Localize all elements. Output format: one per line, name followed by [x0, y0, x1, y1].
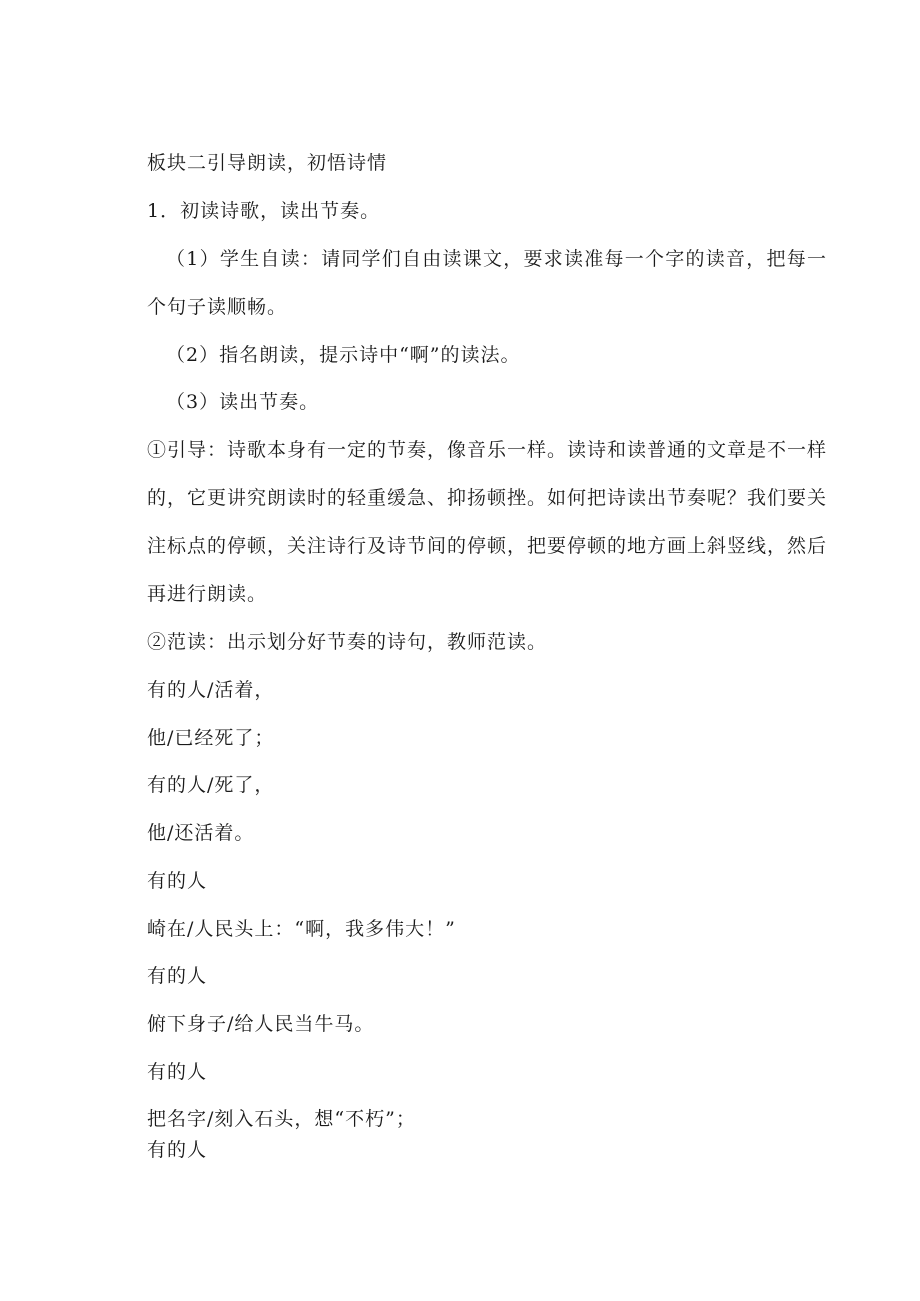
item-1-paragraph — [147, 235, 827, 331]
poem-line: 把名字/刻入石头，想“不朽”； — [147, 1108, 416, 1130]
poem-line: 有的人 — [147, 1061, 208, 1083]
poem-line: 有的人/活着， — [147, 679, 275, 701]
step-1-title: 1．初读诗歌，读出节奏。 — [147, 200, 381, 222]
item-1-text: （1）学生自读：请同学们自由读课文，要求读准每一个字的读音，把每一个句子读顺畅。 — [147, 248, 827, 318]
section-heading: 板块二引导朗读，初悟诗情 — [147, 152, 388, 174]
item-2-paragraph: （2）指名朗读，提示诗中“啊”的读法。 — [166, 344, 521, 366]
poem-line: 有的人 — [147, 870, 208, 892]
poem-line: 他/已经死了； — [147, 727, 275, 749]
poem-line: 他/还活着。 — [147, 822, 255, 844]
poem-line: 有的人 — [147, 965, 208, 987]
guide-paragraph — [147, 426, 827, 618]
poem-line: 俯下身子/给人民当牛马。 — [147, 1013, 375, 1035]
demo-paragraph: ②范读：出示划分好节奏的诗句，教师范读。 — [147, 631, 548, 653]
guide-text: ①引导：诗歌本身有一定的节奏，像音乐一样。读诗和读普通的文章是不一样的，它更讲究朗读时的轻重缓急、抑扬顿挫。如何把诗读出节奏呢？我们要关注标点的停顿，关注诗行及诗节间的停顿，把要停顿的地方画上斜竖线，然后再进行朗读。 — [147, 439, 828, 605]
item-3-paragraph: （3）读出节奏。 — [166, 391, 320, 413]
poem-line: 有的人 — [147, 1139, 208, 1161]
poem-line: 有的人/死了， — [147, 774, 275, 796]
poem-line: 崎在/人民头上：“啊，我多伟大！” — [147, 918, 456, 940]
